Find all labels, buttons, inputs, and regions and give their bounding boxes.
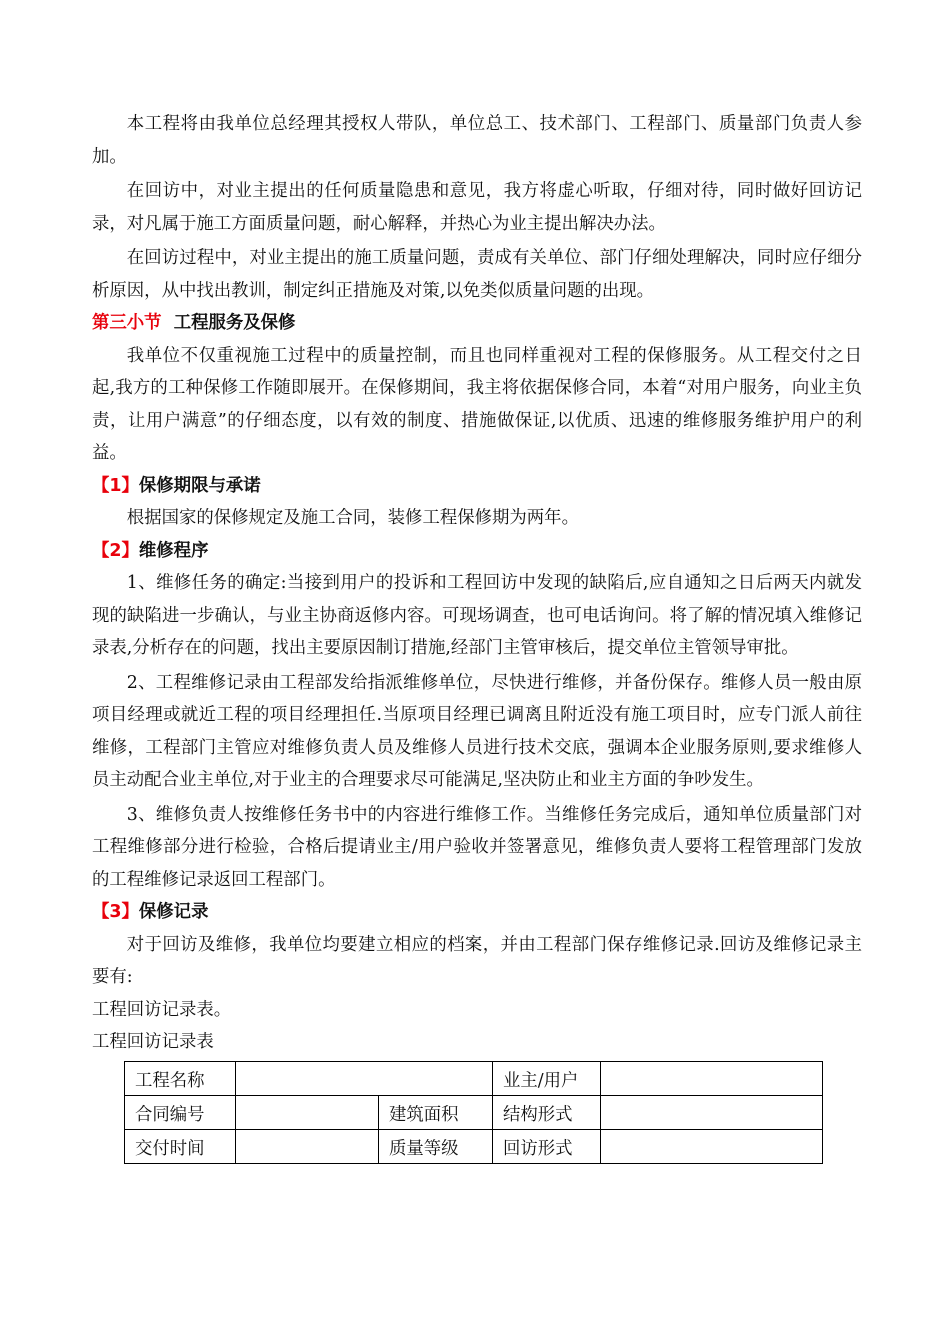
- list-item: 1、维修任务的确定:当接到用户的投诉和工程回访中发现的缺陷后,应自通知之日后两天内就发现的缺陷进一步确认，与业主协商返修内容。可现场调查，也可电话询问。将了解的情况填入维修记录表,分析存在的问题，找出主要原因制订措施,经部门主管审核后，提交单位主管领导审批。: [92, 573, 862, 658]
- document-page: [92, 108, 862, 1164]
- subsection-heading-3: [92, 896, 862, 929]
- section-number: 第三小节: [92, 313, 162, 333]
- table-row: [125, 1129, 823, 1163]
- table-cell: [601, 1129, 823, 1163]
- table-cell: [601, 1061, 823, 1095]
- subsection-heading-1: [92, 470, 862, 503]
- table-cell: 结构形式: [493, 1095, 601, 1129]
- subsection-title: 保修期限与承诺: [138, 475, 261, 496]
- visit-record-table: [124, 1061, 823, 1164]
- table-cell: [236, 1095, 379, 1129]
- table-row: [125, 1061, 823, 1095]
- table-cell: 建筑面积: [379, 1095, 493, 1129]
- table-cell: 业主/用户: [493, 1061, 601, 1095]
- table-row: [125, 1095, 823, 1129]
- list-item: 2、工程维修记录由工程部发给指派维修单位，尽快进行维修，并备份保存。维修人员一般由原项目经理或就近工程的项目经理担任.当原项目经理已调离且附近没有施工项目时，应专门派人前往维修，工程部门主管应对维修负责人员及维修人员进行技术交底，强调本企业服务原则,要求维修人员主动配合业主单位,对于业主的合理要求尽可能满足,坚决防止和业主方面的争吵发生。: [92, 672, 862, 790]
- table-cell: 交付时间: [125, 1129, 236, 1163]
- table-cell: [236, 1129, 379, 1163]
- section-heading: [92, 307, 862, 340]
- subsection-tag: 【2】: [92, 540, 139, 561]
- subsection-tag: 【3】: [92, 902, 139, 922]
- table-cell: 质量等级: [379, 1129, 493, 1163]
- table-cell: 合同编号: [125, 1095, 236, 1129]
- paragraph: 在回访中，对业主提出的任何质量隐患和意见，我方将虚心听取，仔细对待，同时做好回访记录，对凡属于施工方面质量问题，耐心解释，并热心为业主提出解决办法。: [92, 181, 862, 234]
- table-cell: [601, 1095, 823, 1129]
- list-item: 3、维修负责人按维修任务书中的内容进行维修工作。当维修任务完成后，通知单位质量部门对工程维修部分进行检验，合格后提请业主/用户验收并签署意见，维修负责人要将工程管理部门发放的工程维修记录返回工程部门。: [92, 804, 862, 890]
- section-title: 工程服务及保修: [173, 313, 296, 333]
- table-cell: 工程名称: [125, 1061, 236, 1095]
- record-line: 工程回访记录表。: [92, 999, 232, 1020]
- table-cell: 回访形式: [493, 1129, 601, 1163]
- table-caption: 工程回访记录表: [92, 1032, 214, 1052]
- paragraph: 在回访过程中，对业主提出的施工质量问题，责成有关单位、部门仔细处理解决，同时应仔细分析原因，从中找出教训，制定纠正措施及对策,以免类似质量问题的出现。: [92, 248, 862, 301]
- subsection-tag: 【1】: [92, 475, 139, 496]
- subsection-title: 保修记录: [138, 902, 209, 922]
- table-cell: [236, 1061, 493, 1095]
- paragraph: 本工程将由我单位总经理其授权人带队，单位总工、技术部门、工程部门、质量部门负责人参加。: [92, 114, 862, 167]
- subsection-heading-2: [92, 535, 862, 568]
- subsection-title: 维修程序: [138, 540, 209, 561]
- paragraph: 我单位不仅重视施工过程中的质量控制，而且也同样重视对工程的保修服务。从工程交付之日起,我方的工种保修工作随即展开。在保修期间，我主将依据保修合同，本着“对用户服务，向业主负责，让用户满意”的仔细态度，以有效的制度、措施做保证,以优质、迅速的维修服务维护用户的利益。: [92, 345, 862, 463]
- paragraph: 根据国家的保修规定及施工合同，装修工程保修期为两年。: [126, 508, 579, 528]
- paragraph: 对于回访及维修，我单位均要建立相应的档案，并由工程部门保存维修记录.回访及维修记录主要有:: [92, 934, 862, 987]
